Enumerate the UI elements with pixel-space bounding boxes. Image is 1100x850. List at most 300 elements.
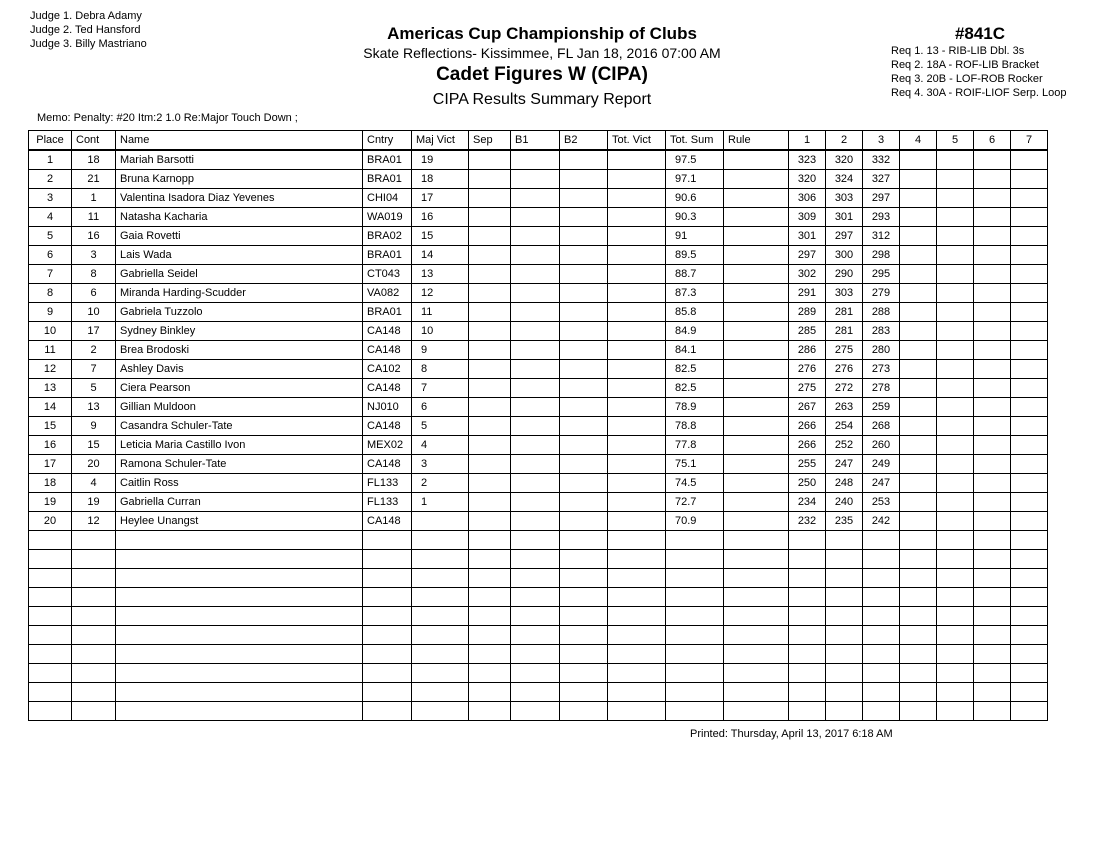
cell-j5 — [937, 512, 974, 531]
cell-sep — [469, 284, 511, 303]
cell-name: Valentina Isadora Diaz Yevenes — [116, 189, 363, 208]
cell-j3: 247 — [863, 474, 900, 493]
cell-place: 5 — [29, 227, 72, 246]
cell-sep — [469, 512, 511, 531]
empty-cell — [363, 531, 412, 550]
cell-totvict — [608, 512, 666, 531]
cell-j1: 234 — [789, 493, 826, 512]
column-header: 7 — [1011, 131, 1048, 151]
cell-j6 — [974, 360, 1011, 379]
empty-cell — [511, 664, 560, 683]
cell-totsum: 90.6 — [666, 189, 724, 208]
empty-cell — [560, 664, 608, 683]
empty-row — [29, 702, 1048, 721]
cell-cont: 8 — [72, 265, 116, 284]
empty-cell — [974, 550, 1011, 569]
cell-rule — [724, 512, 789, 531]
cell-b1 — [511, 474, 560, 493]
empty-cell — [511, 645, 560, 664]
cell-j4 — [900, 170, 937, 189]
cell-j4 — [900, 417, 937, 436]
empty-cell — [560, 626, 608, 645]
cell-cntry: CA148 — [363, 379, 412, 398]
empty-cell — [72, 702, 116, 721]
table-header-row — [29, 131, 1048, 151]
empty-cell — [511, 569, 560, 588]
empty-cell — [900, 588, 937, 607]
cell-totvict — [608, 322, 666, 341]
cell-totsum: 74.5 — [666, 474, 724, 493]
empty-cell — [974, 683, 1011, 702]
cell-name: Mariah Barsotti — [116, 150, 363, 170]
cell-cont: 19 — [72, 493, 116, 512]
empty-cell — [72, 607, 116, 626]
cell-totvict — [608, 436, 666, 455]
cell-totvict — [608, 265, 666, 284]
empty-cell — [789, 683, 826, 702]
empty-cell — [789, 531, 826, 550]
cell-totsum: 85.8 — [666, 303, 724, 322]
cell-j6 — [974, 322, 1011, 341]
empty-cell — [29, 550, 72, 569]
empty-cell — [826, 664, 863, 683]
cell-j3: 332 — [863, 150, 900, 170]
empty-cell — [608, 626, 666, 645]
cell-place: 10 — [29, 322, 72, 341]
cell-j5 — [937, 398, 974, 417]
empty-cell — [511, 588, 560, 607]
empty-cell — [469, 588, 511, 607]
empty-cell — [116, 550, 363, 569]
cell-cntry: CA148 — [363, 455, 412, 474]
empty-cell — [412, 607, 469, 626]
empty-cell — [511, 550, 560, 569]
cell-j6 — [974, 512, 1011, 531]
cell-j3: 280 — [863, 341, 900, 360]
cell-b2 — [560, 284, 608, 303]
table-row — [29, 189, 1048, 208]
empty-cell — [412, 550, 469, 569]
cell-j7 — [1011, 246, 1048, 265]
cell-b2 — [560, 512, 608, 531]
empty-cell — [412, 702, 469, 721]
cell-b1 — [511, 398, 560, 417]
cell-place: 1 — [29, 150, 72, 170]
cell-j7 — [1011, 341, 1048, 360]
empty-cell — [937, 569, 974, 588]
cell-totsum: 77.8 — [666, 436, 724, 455]
cell-place: 14 — [29, 398, 72, 417]
report-title: CIPA Results Summary Report — [432, 91, 652, 108]
cell-j3: 268 — [863, 417, 900, 436]
column-header: Maj Vict — [412, 131, 469, 151]
empty-cell — [1011, 645, 1048, 664]
column-header: Place — [29, 131, 72, 151]
penalty-memo: Memo: Penalty: #20 Itm:2 1.0 Re:Major Touch Down ; — [37, 112, 298, 124]
cell-j5 — [937, 189, 974, 208]
cell-j6 — [974, 246, 1011, 265]
cell-totsum: 82.5 — [666, 379, 724, 398]
cell-j6 — [974, 417, 1011, 436]
cell-j2: 248 — [826, 474, 863, 493]
cell-rule — [724, 398, 789, 417]
cell-place: 8 — [29, 284, 72, 303]
cell-cont: 10 — [72, 303, 116, 322]
cell-totsum: 78.8 — [666, 417, 724, 436]
cell-j6 — [974, 265, 1011, 284]
cell-sep — [469, 379, 511, 398]
cell-j3: 260 — [863, 436, 900, 455]
cell-b1 — [511, 284, 560, 303]
cell-maj: 15 — [412, 227, 469, 246]
cell-totsum: 84.1 — [666, 341, 724, 360]
cell-cntry: CA148 — [363, 512, 412, 531]
empty-cell — [937, 683, 974, 702]
column-header: B1 — [511, 131, 560, 151]
cell-name: Caitlin Ross — [116, 474, 363, 493]
empty-cell — [363, 664, 412, 683]
column-header: B2 — [560, 131, 608, 151]
judges-list — [30, 9, 147, 51]
cell-place: 6 — [29, 246, 72, 265]
cell-name: Gabriella Seidel — [116, 265, 363, 284]
cell-b2 — [560, 189, 608, 208]
empty-cell — [863, 550, 900, 569]
cell-j5 — [937, 227, 974, 246]
empty-cell — [937, 531, 974, 550]
cell-j2: 276 — [826, 360, 863, 379]
cell-j5 — [937, 208, 974, 227]
cell-sep — [469, 398, 511, 417]
cell-maj: 9 — [412, 341, 469, 360]
cell-cntry: VA082 — [363, 284, 412, 303]
empty-cell — [789, 588, 826, 607]
empty-cell — [608, 569, 666, 588]
empty-cell — [937, 626, 974, 645]
cell-sep — [469, 474, 511, 493]
cell-j6 — [974, 303, 1011, 322]
table-row — [29, 493, 1048, 512]
cell-cont: 16 — [72, 227, 116, 246]
empty-cell — [900, 645, 937, 664]
cell-j6 — [974, 170, 1011, 189]
empty-cell — [900, 550, 937, 569]
cell-name: Heylee Unangst — [116, 512, 363, 531]
cell-totsum: 90.3 — [666, 208, 724, 227]
cell-b1 — [511, 360, 560, 379]
empty-cell — [116, 607, 363, 626]
cell-place: 17 — [29, 455, 72, 474]
empty-cell — [608, 531, 666, 550]
empty-cell — [412, 531, 469, 550]
cell-j2: 263 — [826, 398, 863, 417]
cell-j3: 298 — [863, 246, 900, 265]
empty-cell — [116, 664, 363, 683]
table-row — [29, 436, 1048, 455]
cell-totvict — [608, 189, 666, 208]
event-title: Cadet Figures W (CIPA) — [436, 64, 648, 85]
empty-cell — [937, 550, 974, 569]
cell-totsum: 75.1 — [666, 455, 724, 474]
cell-j4 — [900, 379, 937, 398]
table-row — [29, 150, 1048, 170]
cell-place: 4 — [29, 208, 72, 227]
cell-name: Casandra Schuler-Tate — [116, 417, 363, 436]
cell-j5 — [937, 322, 974, 341]
cell-j1: 266 — [789, 417, 826, 436]
empty-cell — [608, 683, 666, 702]
cell-maj: 3 — [412, 455, 469, 474]
cell-maj: 4 — [412, 436, 469, 455]
empty-cell — [469, 569, 511, 588]
cell-j7 — [1011, 208, 1048, 227]
empty-cell — [666, 550, 724, 569]
cell-cntry: FL133 — [363, 493, 412, 512]
cell-cntry: CA102 — [363, 360, 412, 379]
empty-cell — [666, 645, 724, 664]
empty-cell — [1011, 588, 1048, 607]
empty-cell — [863, 569, 900, 588]
cell-j7 — [1011, 150, 1048, 170]
empty-cell — [789, 645, 826, 664]
cell-totvict — [608, 341, 666, 360]
empty-cell — [974, 702, 1011, 721]
empty-cell — [900, 569, 937, 588]
cell-cntry: CHI04 — [363, 189, 412, 208]
cell-j2: 303 — [826, 284, 863, 303]
cell-rule — [724, 436, 789, 455]
cell-totsum: 70.9 — [666, 512, 724, 531]
table-row — [29, 398, 1048, 417]
competition-title: Americas Cup Championship of Clubs — [387, 24, 697, 43]
cell-rule — [724, 493, 789, 512]
cell-maj: 17 — [412, 189, 469, 208]
cell-j5 — [937, 493, 974, 512]
empty-cell — [826, 550, 863, 569]
cell-b2 — [560, 493, 608, 512]
cell-j2: 320 — [826, 150, 863, 170]
empty-cell — [608, 607, 666, 626]
cell-maj: 7 — [412, 379, 469, 398]
cell-cont: 3 — [72, 246, 116, 265]
cell-j3: 242 — [863, 512, 900, 531]
empty-cell — [116, 569, 363, 588]
cell-j5 — [937, 436, 974, 455]
empty-cell — [826, 531, 863, 550]
cell-totsum: 84.9 — [666, 322, 724, 341]
cell-j1: 291 — [789, 284, 826, 303]
cell-place: 3 — [29, 189, 72, 208]
cell-rule — [724, 246, 789, 265]
cell-j4 — [900, 398, 937, 417]
cell-j4 — [900, 265, 937, 284]
empty-cell — [974, 607, 1011, 626]
cell-j5 — [937, 150, 974, 170]
cell-totsum: 97.5 — [666, 150, 724, 170]
venue-date: Skate Reflections- Kissimmee, FL Jan 18, 2016 07:00 AM — [363, 45, 721, 61]
empty-cell — [789, 607, 826, 626]
cell-b2 — [560, 360, 608, 379]
cell-j3: 312 — [863, 227, 900, 246]
cell-j4 — [900, 360, 937, 379]
empty-cell — [974, 645, 1011, 664]
table-row — [29, 303, 1048, 322]
cell-totvict — [608, 417, 666, 436]
cell-j1: 267 — [789, 398, 826, 417]
cell-cntry: FL133 — [363, 474, 412, 493]
empty-cell — [863, 531, 900, 550]
cell-b2 — [560, 379, 608, 398]
empty-cell — [826, 626, 863, 645]
cell-cntry: CA148 — [363, 341, 412, 360]
empty-cell — [863, 645, 900, 664]
cell-j1: 320 — [789, 170, 826, 189]
cell-cntry: CA148 — [363, 322, 412, 341]
cell-j5 — [937, 265, 974, 284]
cell-maj: 10 — [412, 322, 469, 341]
table-row — [29, 341, 1048, 360]
empty-row — [29, 569, 1048, 588]
cell-b1 — [511, 512, 560, 531]
empty-row — [29, 531, 1048, 550]
empty-cell — [724, 550, 789, 569]
cell-j3: 297 — [863, 189, 900, 208]
judge-2: Judge 2. Ted Hansford — [30, 24, 141, 36]
cell-totvict — [608, 474, 666, 493]
empty-cell — [666, 664, 724, 683]
empty-cell — [116, 645, 363, 664]
empty-cell — [469, 645, 511, 664]
cell-maj: 19 — [412, 150, 469, 170]
cell-b1 — [511, 150, 560, 170]
cell-j5 — [937, 303, 974, 322]
empty-cell — [29, 645, 72, 664]
empty-cell — [608, 702, 666, 721]
cell-j6 — [974, 436, 1011, 455]
cell-cntry: CA148 — [363, 417, 412, 436]
empty-cell — [29, 531, 72, 550]
table-row — [29, 246, 1048, 265]
cell-j1: 302 — [789, 265, 826, 284]
cell-sep — [469, 322, 511, 341]
cell-j4 — [900, 436, 937, 455]
empty-cell — [826, 645, 863, 664]
empty-cell — [900, 626, 937, 645]
cell-b1 — [511, 170, 560, 189]
cell-place: 9 — [29, 303, 72, 322]
cell-j2: 252 — [826, 436, 863, 455]
cell-rule — [724, 227, 789, 246]
cell-name: Gillian Muldoon — [116, 398, 363, 417]
empty-cell — [412, 664, 469, 683]
empty-cell — [666, 588, 724, 607]
cell-j4 — [900, 512, 937, 531]
cell-b2 — [560, 246, 608, 265]
cell-j5 — [937, 246, 974, 265]
empty-cell — [1011, 531, 1048, 550]
cell-maj: 13 — [412, 265, 469, 284]
table-row — [29, 208, 1048, 227]
cell-b1 — [511, 379, 560, 398]
empty-cell — [937, 645, 974, 664]
cell-cont: 18 — [72, 150, 116, 170]
empty-cell — [974, 588, 1011, 607]
empty-cell — [511, 626, 560, 645]
empty-cell — [724, 626, 789, 645]
cell-name: Ramona Schuler-Tate — [116, 455, 363, 474]
cell-rule — [724, 284, 789, 303]
cell-j2: 303 — [826, 189, 863, 208]
cell-j3: 295 — [863, 265, 900, 284]
column-header: Rule — [724, 131, 789, 151]
empty-cell — [412, 588, 469, 607]
empty-cell — [1011, 607, 1048, 626]
empty-cell — [469, 664, 511, 683]
cell-j5 — [937, 360, 974, 379]
empty-cell — [116, 626, 363, 645]
requirement-3: Req 3. 20B - LOF-ROB Rocker — [891, 73, 1043, 85]
cell-b2 — [560, 417, 608, 436]
empty-cell — [863, 588, 900, 607]
cell-j3: 278 — [863, 379, 900, 398]
cell-j2: 235 — [826, 512, 863, 531]
empty-cell — [116, 683, 363, 702]
cell-b1 — [511, 246, 560, 265]
requirements-list — [891, 44, 1066, 100]
table-row — [29, 227, 1048, 246]
cell-j3: 293 — [863, 208, 900, 227]
cell-name: Ashley Davis — [116, 360, 363, 379]
cell-totsum: 91 — [666, 227, 724, 246]
cell-b1 — [511, 208, 560, 227]
empty-cell — [560, 683, 608, 702]
cell-j4 — [900, 246, 937, 265]
column-header: 4 — [900, 131, 937, 151]
cell-b2 — [560, 436, 608, 455]
column-header: Cntry — [363, 131, 412, 151]
cell-j5 — [937, 417, 974, 436]
empty-cell — [412, 569, 469, 588]
cell-rule — [724, 170, 789, 189]
empty-cell — [666, 702, 724, 721]
empty-cell — [863, 664, 900, 683]
cell-j2: 254 — [826, 417, 863, 436]
empty-cell — [560, 607, 608, 626]
empty-cell — [72, 531, 116, 550]
empty-cell — [72, 683, 116, 702]
cell-j3: 253 — [863, 493, 900, 512]
cell-j1: 301 — [789, 227, 826, 246]
cell-b1 — [511, 322, 560, 341]
table-row — [29, 455, 1048, 474]
empty-cell — [72, 626, 116, 645]
empty-cell — [363, 702, 412, 721]
cell-j6 — [974, 284, 1011, 303]
cell-j1: 297 — [789, 246, 826, 265]
cell-cont: 20 — [72, 455, 116, 474]
empty-cell — [900, 531, 937, 550]
table-row — [29, 474, 1048, 493]
empty-cell — [826, 702, 863, 721]
empty-cell — [826, 588, 863, 607]
cell-b2 — [560, 150, 608, 170]
cell-j2: 300 — [826, 246, 863, 265]
cell-j1: 306 — [789, 189, 826, 208]
empty-cell — [1011, 569, 1048, 588]
cell-b1 — [511, 417, 560, 436]
cell-totsum: 97.1 — [666, 170, 724, 189]
cell-cont: 5 — [72, 379, 116, 398]
